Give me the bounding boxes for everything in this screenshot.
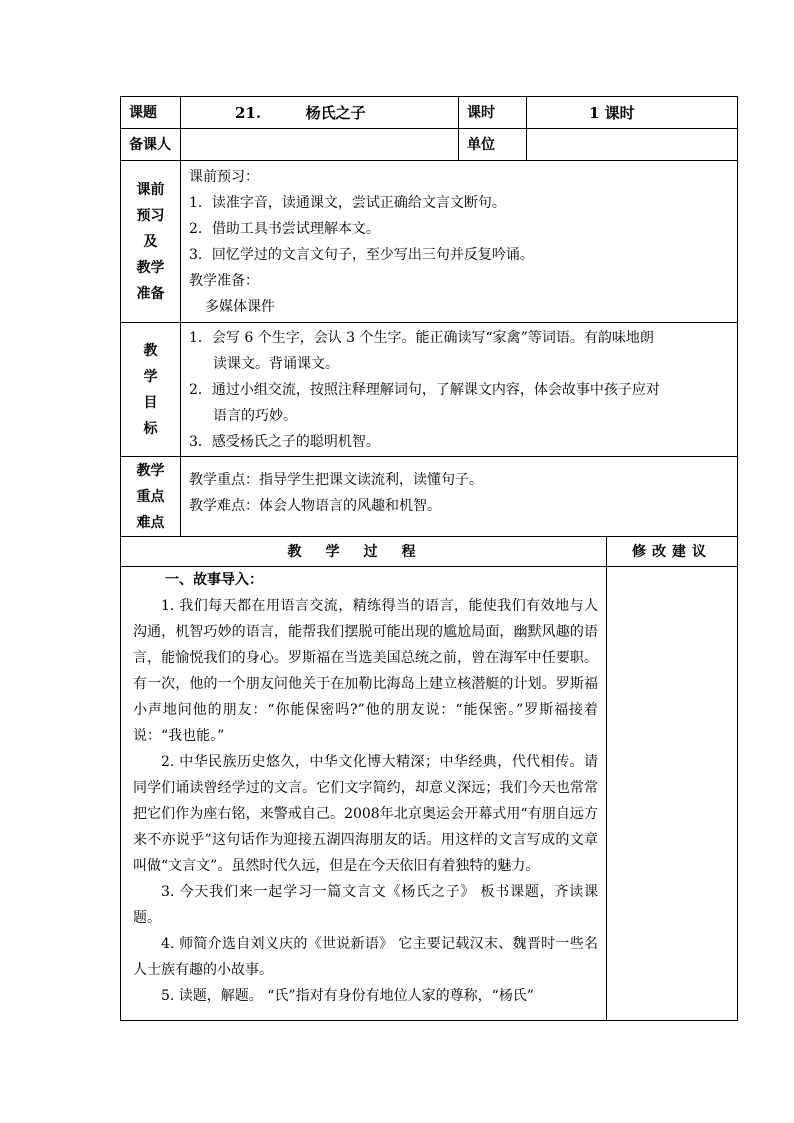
process-body — [121, 567, 607, 1021]
key-points-content — [181, 457, 738, 537]
goal-item: 3．感受杨氏之子的聪明机智。 — [189, 433, 380, 450]
section-heading: 一、故事导入： — [165, 572, 263, 588]
preparer-row — [121, 129, 738, 161]
process-paragraph: 4. 师简介选自刘义庆的《世说新语》 它主要记载汉末、魏晋时一些名人士族有趣的小故事。 — [133, 936, 598, 978]
goal-item: 1．会写 6 个生字，会认 3 个生字。能正确读写“家禽”等词语。有韵味地朗 — [189, 329, 654, 346]
key-point: 教学重点：指导学生把课文读流利，读懂句子。 — [189, 472, 483, 488]
preview-label-line: 课前 — [136, 181, 165, 198]
goals-label-line: 教 — [143, 342, 158, 359]
lesson-title: 杨氏之子 — [305, 103, 366, 122]
unit-label: 单位 — [459, 129, 527, 161]
goals-label-line: 学 — [143, 368, 158, 385]
goal-item-cont: 读课文。背诵课文。 — [213, 355, 339, 372]
process-paragraph: 3. 今天我们来一起学习一篇文言文《杨氏之子》 板书课题，齐读课题。 — [133, 884, 598, 926]
preview-label-line: 预习 — [136, 207, 165, 224]
revision-body — [607, 567, 738, 1021]
key-label-line: 重点 — [136, 488, 165, 505]
period-value: 1 课时 — [527, 97, 738, 129]
revision-title: 修改建议 — [607, 537, 738, 567]
lesson-number: 21. — [235, 103, 262, 122]
lesson-plan-table — [120, 96, 738, 1021]
goals-label-line: 标 — [143, 420, 158, 437]
goals-content — [181, 323, 738, 457]
lesson-title-row — [121, 97, 738, 129]
process-body-row — [121, 567, 738, 1021]
preview-row — [121, 161, 738, 323]
preview-item: 2．借助工具书尝试理解本文。 — [189, 221, 380, 237]
preview-label — [121, 161, 181, 323]
preview-label-line: 准备 — [136, 285, 165, 302]
preview-label-line: 教学 — [136, 259, 165, 276]
process-paragraph: 1. 我们每天都在用语言交流，精练得当的语言，能使我们有效地与人沟通，机智巧妙的语言，能帮我们摆脱可能出现的尴尬局面，幽默风趣的语言，能愉悦我们的身心。罗斯福在当选美国总统之前，曾在海军中任要职。有一次，他的一个朋友问他关于在加勒比海岛上建立核潜艇的计划。罗斯福小声地问他的朋友：“你能保密吗?”他的朋友说：“能保密。”罗斯福接着说：“我也能。” — [133, 598, 598, 744]
goals-row — [121, 323, 738, 457]
key-points-label — [121, 457, 181, 537]
key-label-line: 难点 — [136, 514, 165, 531]
process-title: 教学过程 — [121, 537, 607, 567]
preparer-label: 备课人 — [121, 129, 181, 161]
goals-label-line: 目 — [143, 394, 158, 411]
preview-label-line: 及 — [143, 233, 158, 250]
prep-item: 多媒体课件 — [205, 299, 275, 315]
preview-item: 1．读准字音，读通课文，尝试正确给文言文断句。 — [189, 195, 506, 211]
preview-heading: 课前预习： — [189, 169, 259, 185]
key-points-row — [121, 457, 738, 537]
key-label-line: 教学 — [136, 462, 165, 479]
unit-value — [527, 129, 738, 161]
goals-label — [121, 323, 181, 457]
preparer-value — [181, 129, 459, 161]
process-paragraph: 2. 中华民族历史悠久，中华文化博大精深；中华经典，代代相传。请同学们诵读曾经学过的文言。它们文字简约，却意义深远；我们今天也常常把它们作为座右铭，来警戒自己。2008年北京奥运会开幕式用“有朋自远方来不亦说乎”这句话作为迎接五湖四海朋友的话。用这样的文言写成的文章叫做“文言文”。虽然时代久远，但是在今天依旧有着独特的魅力。 — [133, 754, 598, 874]
process-paragraph: 5. 读题，解题。 “氏”指对有身份有地位人家的尊称，“杨氏” — [161, 988, 534, 1004]
preview-content — [181, 161, 738, 323]
period-label: 课时 — [459, 97, 527, 129]
goal-item-cont: 语言的巧妙。 — [213, 407, 297, 424]
goal-item: 2．通过小组交流，按照注释理解词句，了解课文内容，体会故事中孩子应对 — [189, 381, 660, 398]
process-header-row — [121, 537, 738, 567]
difficult-point: 教学难点：体会人物语言的风趣和机智。 — [189, 498, 441, 514]
lesson-label: 课题 — [121, 97, 181, 129]
prep-heading: 教学准备： — [189, 273, 259, 289]
preview-item: 3．回忆学过的文言文句子，至少写出三句并反复吟诵。 — [189, 247, 534, 263]
lesson-title-cell — [181, 97, 459, 129]
